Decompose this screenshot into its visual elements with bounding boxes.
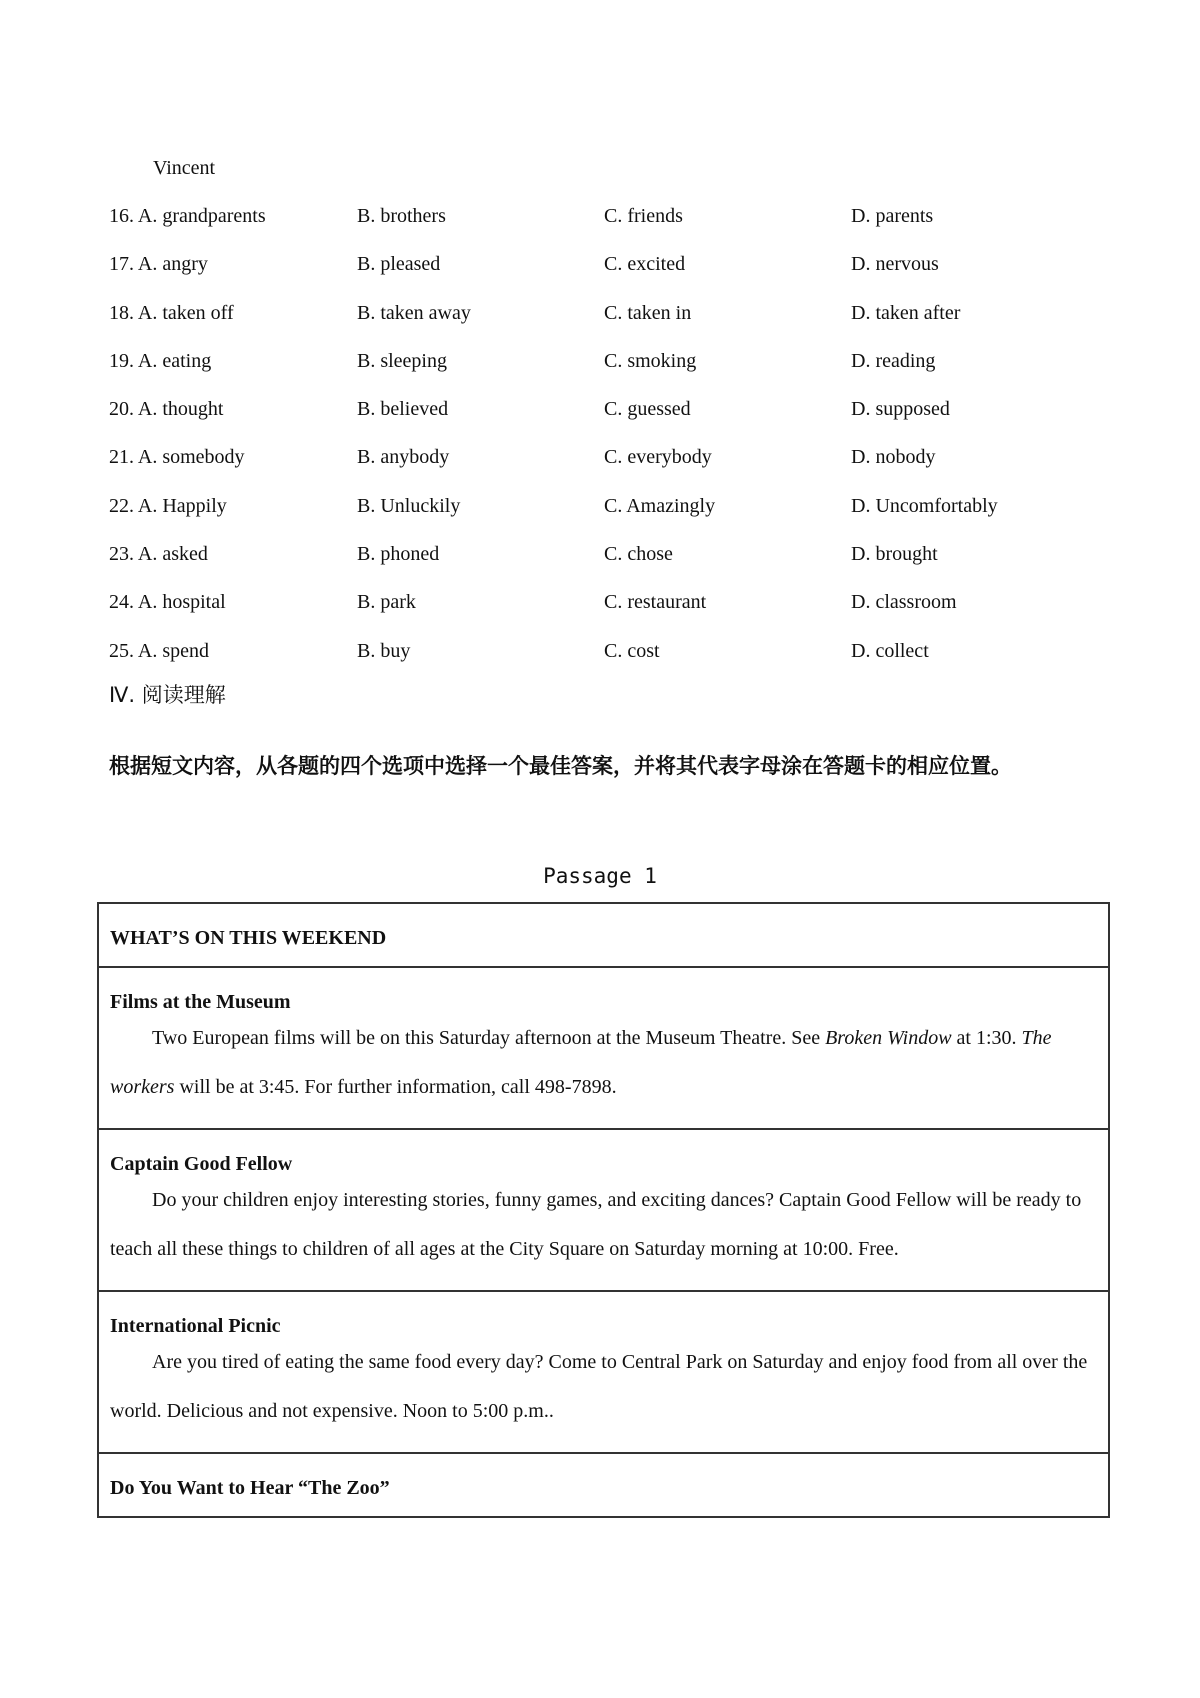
option-b: B. sleeping [357,349,447,372]
option-b: B. Unluckily [357,494,461,517]
option-b: B. buy [357,639,411,662]
option-c: C. Amazingly [604,494,716,517]
option-d: D. supposed [851,398,950,421]
option-c: C. cost [604,639,660,662]
option-a: 20. A. thought [109,398,224,421]
option-a: 22. A. Happily [109,494,227,517]
body-text: will be at 3:45. For further information, call 498-7898. [174,1075,617,1098]
reading-instructions: 根据短文内容，从各题的四个选项中选择一个最佳答案，并将其代表字母涂在答题卡的相应位置。 [109,754,1012,778]
cloze-options [109,203,1109,686]
event-body: Are you tired of eating the same food every day? Come to Central Park on Saturday and enjoy food from all over the world. Delicious and not expensive. Noon to 5:00 p.m.. [110,1351,1088,1422]
film-title: The workers [110,1027,1052,1098]
option-c: C. taken in [604,301,692,324]
option-d: D. taken after [851,301,961,324]
event-title: Films at the Museum [110,991,291,1013]
option-d: D. Uncomfortably [851,494,998,517]
option-c: C. restaurant [604,591,707,614]
option-d: D. reading [851,349,936,372]
event-films [99,968,1108,1130]
option-row-21 [109,444,1109,492]
option-a: 25. A. spend [109,639,209,662]
option-d: D. brought [851,543,938,566]
event-body [110,1014,1098,1117]
letter-signature: Vincent [153,157,216,179]
option-d: D. nobody [851,446,936,469]
option-a: 16. A. grandparents [109,205,266,227]
event-title: Do You Want to Hear “The Zoo” [110,1477,390,1499]
option-a: 17. A. angry [109,253,208,276]
option-a: 23. A. asked [109,543,208,566]
option-c: C. guessed [604,398,691,421]
table-heading: WHAT’S ON THIS WEEKEND [99,904,1108,968]
option-a: 19. A. eating [109,349,212,372]
film-title: Broken Window [825,1027,952,1049]
option-c: C. friends [604,205,683,227]
body-text: at 1:30. [951,1027,1022,1049]
event-picnic [99,1292,1108,1454]
option-row-19 [109,348,1109,396]
option-c: C. everybody [604,446,712,469]
event-title: International Picnic [110,1315,281,1337]
event-zoo [99,1454,1108,1516]
option-b: B. anybody [357,446,450,469]
option-c: C. chose [604,543,673,566]
option-d: D. nervous [851,253,939,276]
option-b: B. pleased [357,253,441,276]
option-b: B. taken away [357,301,471,324]
option-row-22 [109,493,1109,541]
section-heading: Ⅳ. 阅读理解 [109,683,226,707]
option-d: D. classroom [851,591,957,614]
option-a: 21. A. somebody [109,446,245,469]
option-b: B. phoned [357,543,440,566]
event-captain [99,1130,1108,1292]
option-c: C. smoking [604,349,697,372]
option-c: C. excited [604,253,686,276]
option-d: D. collect [851,639,929,662]
option-row-24 [109,589,1109,637]
option-d: D. parents [851,205,934,227]
option-row-20 [109,396,1109,444]
event-title: Captain Good Fellow [110,1153,293,1175]
option-b: B. brothers [357,205,446,227]
option-a: 18. A. taken off [109,301,234,324]
option-a: 24. A. hospital [109,591,226,614]
body-text: Two European films will be on this Saturday afternoon at the Museum Theatre. See [152,1027,826,1049]
option-b: B. park [357,591,416,614]
option-row-17 [109,251,1109,299]
option-row-18 [109,300,1109,348]
passage-title: Passage 1 [543,864,657,888]
event-body: Do your children enjoy interesting stories, funny games, and exciting dances? Captain Good Fellow will be ready to teach all these things to children of all ages at the City Square on Saturday morning at 10:00. Free. [110,1189,1082,1260]
events-table [97,902,1110,1518]
option-row-23 [109,541,1109,589]
option-row-16 [109,203,1109,251]
option-row-25 [109,638,1109,686]
option-b: B. believed [357,398,449,421]
